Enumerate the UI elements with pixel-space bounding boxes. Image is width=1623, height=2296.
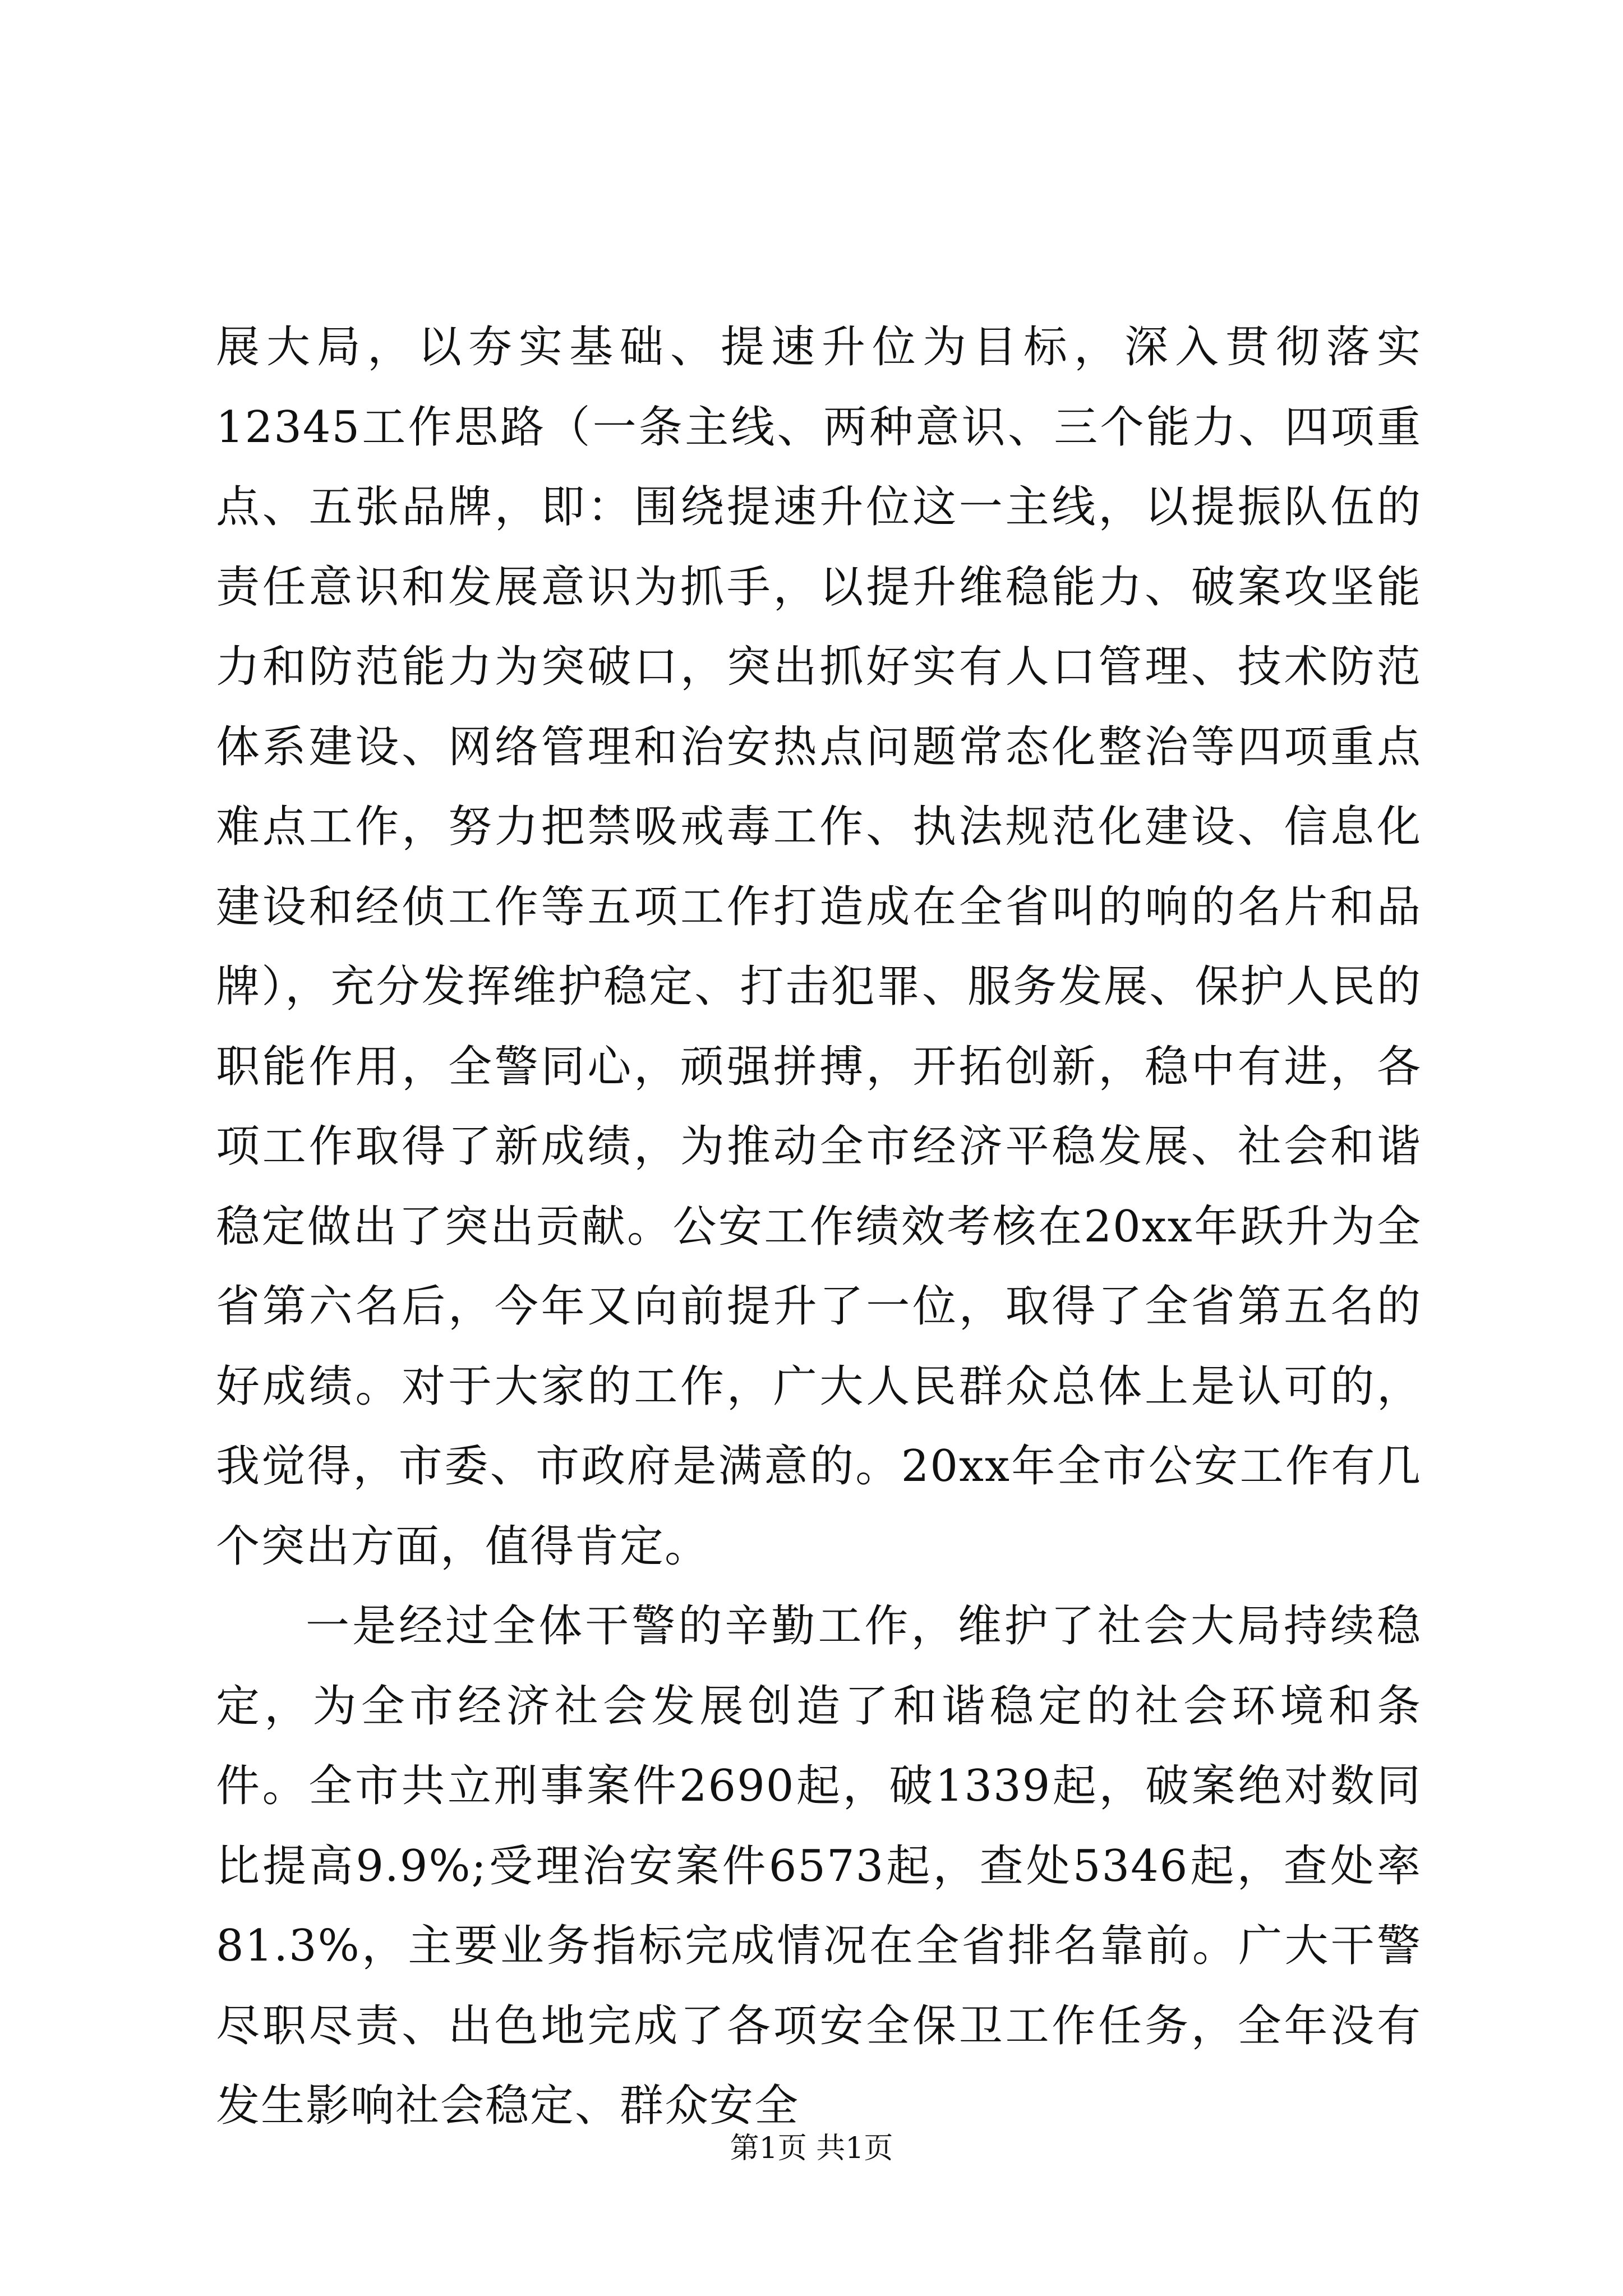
paragraph-1: 展大局，以夯实基础、提速升位为目标，深入贯彻落实12345工作思路（一条主线、两种意识、三个能力、四项重点、五张品牌，即：围绕提速升位这一主线，以提振队伍的责任意识和发展意识为抓手，以提升维稳能力、破案攻坚能力和防范能力为突破口，突出抓好实有人口管理、技术防范体系建设、网络管理和治安热点问题常态化整治等四项重点难点工作，努力把禁吸戒毒工作、执法规范化建设、信息化建设和经侦工作等五项工作打造成在全省叫的响的名片和品牌），充分发挥维护稳定、打击犯罪、服务发展、保护人民的职能作用，全警同心，顽强拼搏，开拓创新，稳中有进，各项工作取得了新成绩，为推动全市经济平稳发展、社会和谐稳定做出了突出贡献。公安工作绩效考核在20xx年跃升为全省第六名后，今年又向前提升了一位，取得了全省第五名的好成绩。对于大家的工作，广大人民群众总体上是认可的，我觉得，市委、市政府是满意的。20xx年全市公安工作有几个突出方面，值得肯定。 <box>216 322 1422 1572</box>
page-footer: 第1页 共1页 <box>730 2132 893 2165</box>
paragraph-2: 一是经过全体干警的辛勤工作，维护了社会大局持续稳定，为全市经济社会发展创造了和谐稳定的社会环境和条件。全市共立刑事案件2690起，破1339起，破案绝对数同比提高9.9%;受理治安案件6573起，查处5346起，查处率81.3%，主要业务指标完成情况在全省排名靠前。广大干警尽职尽责、出色地完成了各项安全保卫工作任务，全年没有发生影响社会稳定、群众安全 <box>216 1601 1422 2131</box>
document-body <box>216 307 1422 2146</box>
